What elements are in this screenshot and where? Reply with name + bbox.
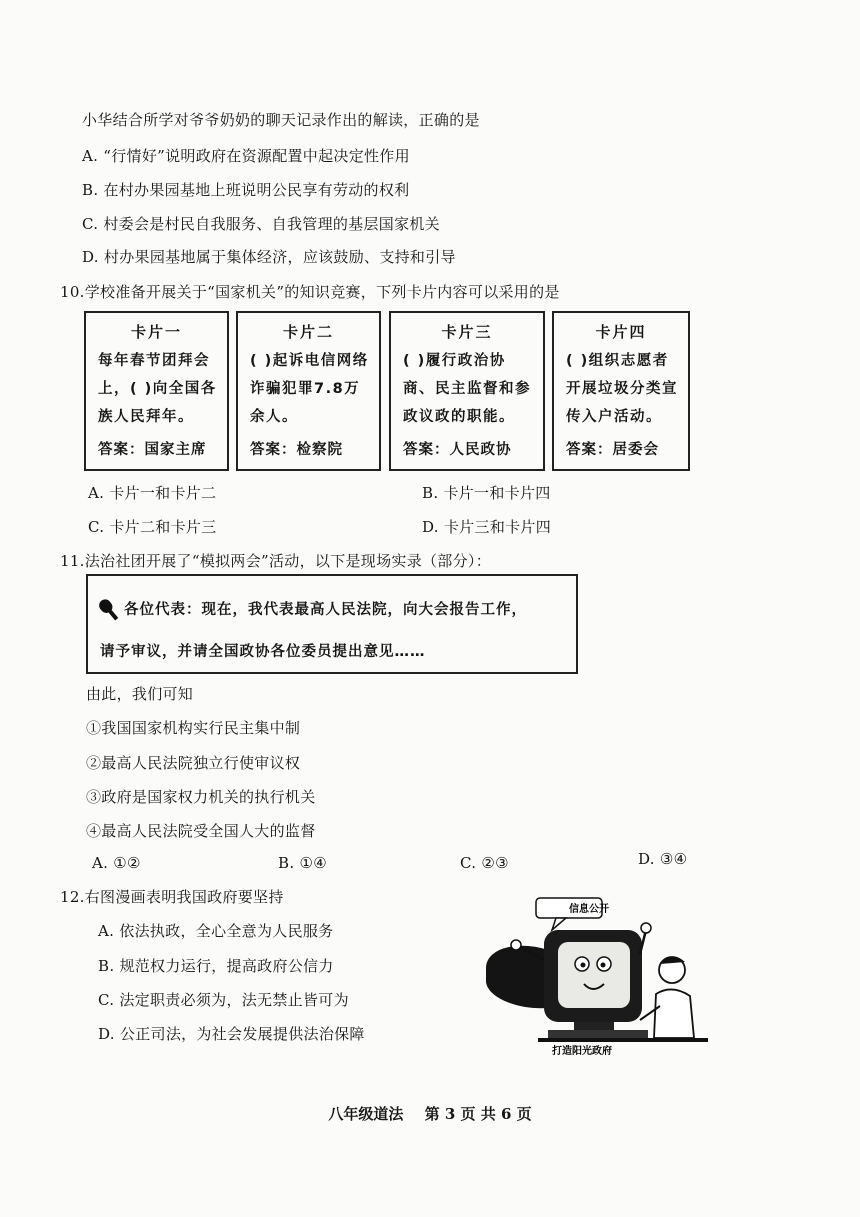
card-answer: 答案：检察院 (250, 442, 343, 458)
card-2 (236, 311, 381, 471)
q11-stem: 11.法治社团开展了“模拟两会”活动，以下是现场实录（部分）： (60, 552, 491, 570)
card-body: ( )履行政治协商、民主监督和参政议政的职能。 (403, 353, 531, 425)
card-body: 每年春节团拜会上，( )向全国各族人民拜年。 (98, 353, 217, 425)
footer-page-number: 第 3 页 共 6 页 (424, 1105, 532, 1123)
card-title: 卡片四 (595, 323, 647, 341)
q11-option-a: A. ①② (92, 854, 141, 872)
cartoon-illustration (478, 890, 712, 1058)
speech-box (86, 574, 578, 674)
q11-statement-4: ④最高人民法院受全国人大的监督 (86, 822, 316, 840)
card-body: ( )组织志愿者开展垃圾分类宣传入户活动。 (566, 353, 678, 425)
q10-stem: 10.学校准备开展关于“国家机关”的知识竞赛，下列卡片内容可以采用的是 (60, 283, 560, 301)
q11-statement-1: ①我国国家机构实行民主集中制 (86, 719, 301, 737)
card-body: ( )起诉电信网络诈骗犯罪7.8万余人。 (250, 353, 369, 425)
q11-lead: 由此，我们可知 (86, 685, 194, 703)
speech-line-1: 各位代表：现在，我代表最高人民法院，向大会报告工作， (124, 602, 527, 618)
q12-option-c: C. 法定职责必须为，法无禁止皆可为 (98, 991, 349, 1009)
card-4 (552, 311, 690, 471)
q9-option-b: B. 在村办果园基地上班说明公民享有劳动的权利 (82, 181, 410, 199)
q11-option-b: B. ①④ (278, 854, 327, 872)
q9-stem: 小华结合所学对爷爷奶奶的聊天记录作出的解读，正确的是 (82, 111, 480, 129)
speech-line-2: 请予审议，并请全国政协各位委员提出意见…… (100, 644, 426, 660)
q10-option-a: A. 卡片一和卡片二 (88, 484, 217, 502)
card-answer: 答案：居委会 (566, 442, 659, 458)
cartoon-bubble-text: 信息公开 (569, 904, 609, 915)
q11-option-c: C. ②③ (460, 854, 509, 872)
q12-stem: 12.右图漫画表明我国政府要坚持 (60, 888, 284, 906)
q11-statement-3: ③政府是国家权力机关的执行机关 (86, 788, 316, 806)
microphone-icon (94, 596, 124, 624)
cartoon-caption: 打造阳光政府 (552, 1046, 612, 1057)
page-footer (0, 1103, 860, 1124)
cartoon-drawing (478, 890, 712, 1058)
q11-option-d: D. ③④ (638, 850, 688, 868)
q10-option-d: D. 卡片三和卡片四 (422, 518, 552, 536)
q12-option-a: A. 依法执政，全心全意为人民服务 (98, 922, 334, 940)
card-answer: 答案：国家主席 (98, 442, 207, 458)
q11-statement-2: ②最高人民法院独立行使审议权 (86, 754, 301, 772)
card-title: 卡片二 (282, 323, 334, 341)
card-answer: 答案：人民政协 (403, 442, 512, 458)
q12-option-d: D. 公正司法，为社会发展提供法治保障 (98, 1025, 365, 1043)
card-title: 卡片一 (130, 323, 182, 341)
card-3 (389, 311, 545, 471)
q9-option-d: D. 村办果园基地属于集体经济，应该鼓励、支持和引导 (82, 248, 456, 266)
q10-option-c: C. 卡片二和卡片三 (88, 518, 217, 536)
q9-option-c: C. 村委会是村民自我服务、自我管理的基层国家机关 (82, 215, 440, 233)
q10-option-b: B. 卡片一和卡片四 (422, 484, 551, 502)
q12-option-b: B. 规范权力运行，提高政府公信力 (98, 957, 334, 975)
q9-option-a: A. “行情好”说明政府在资源配置中起决定性作用 (82, 147, 410, 165)
card-title: 卡片三 (441, 323, 493, 341)
card-1 (84, 311, 229, 471)
footer-subject: 八年级道法 (328, 1105, 404, 1123)
